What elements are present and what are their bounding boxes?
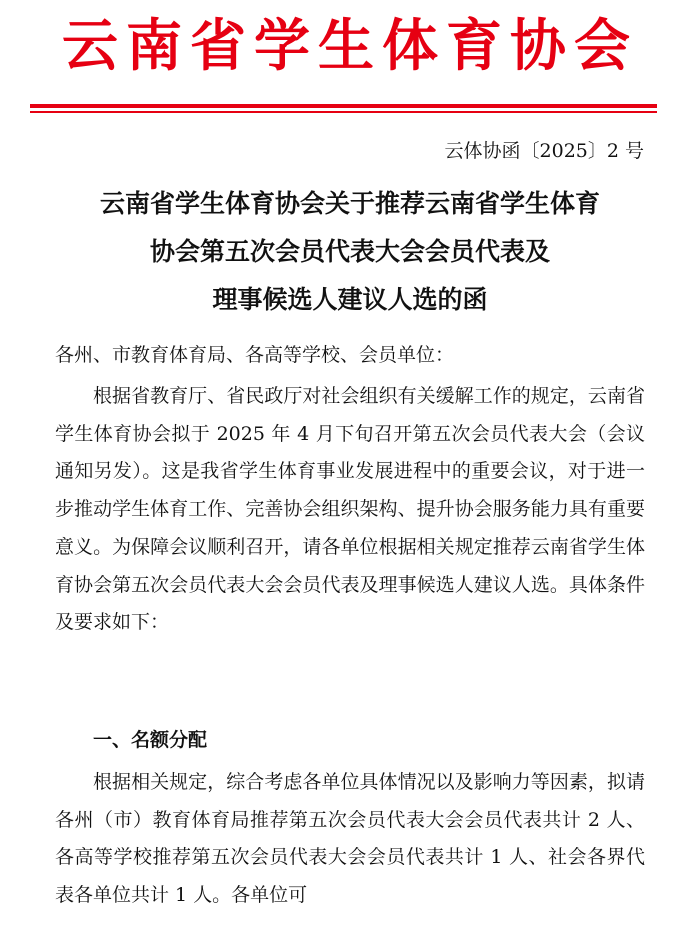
masthead-red-rule-thick xyxy=(30,104,657,108)
masthead xyxy=(0,4,700,90)
document-title-line: 理事候选人建议人选的函 xyxy=(212,285,488,314)
document-title-line: 协会第五次会员代表大会会员代表及 xyxy=(149,237,550,266)
document-number: 云体协函〔2025〕2 号 xyxy=(444,140,644,162)
masthead-red-rule-thin xyxy=(30,111,657,113)
addressee: 各州、市教育体育局、各高等学校、会员单位： xyxy=(55,344,455,366)
masthead-title: 云南省学生体育协会 xyxy=(62,14,638,79)
document-title-line: 云南省学生体育协会关于推荐云南省学生体育 xyxy=(99,189,600,218)
document-title xyxy=(40,180,660,324)
body-paragraph-quota: 根据相关规定，综合考虑各单位具体情况以及影响力等因素，拟请各州（市）教育体育局推荐第五次会员代表大会会员代表共计 2 人、各高等学校推荐第五次会员代表大会会员代表共计 1 人、社会各界代表各单位共计 1 人。各单位可 xyxy=(55,771,645,907)
section-heading-quota: 一、名额分配 xyxy=(93,729,208,751)
body-paragraph-intro: 根据省教育厅、省民政厅对社会组织有关缓解工作的规定，云南省学生体育协会拟于 2025 年 4 月下旬召开第五次会员代表大会（会议通知另发）。这是我省学生体育事业发展进程中的重要会议，对于进一步推动学生体育工作、完善协会组织架构、提升协会服务能力具有重要意义。为保障会议顺利召开，请各单位根据相关规定推荐云南省学生体育协会第五次会员代表大会会员代表及理事候选人建议人选。具体条件及要求如下： xyxy=(55,385,645,634)
